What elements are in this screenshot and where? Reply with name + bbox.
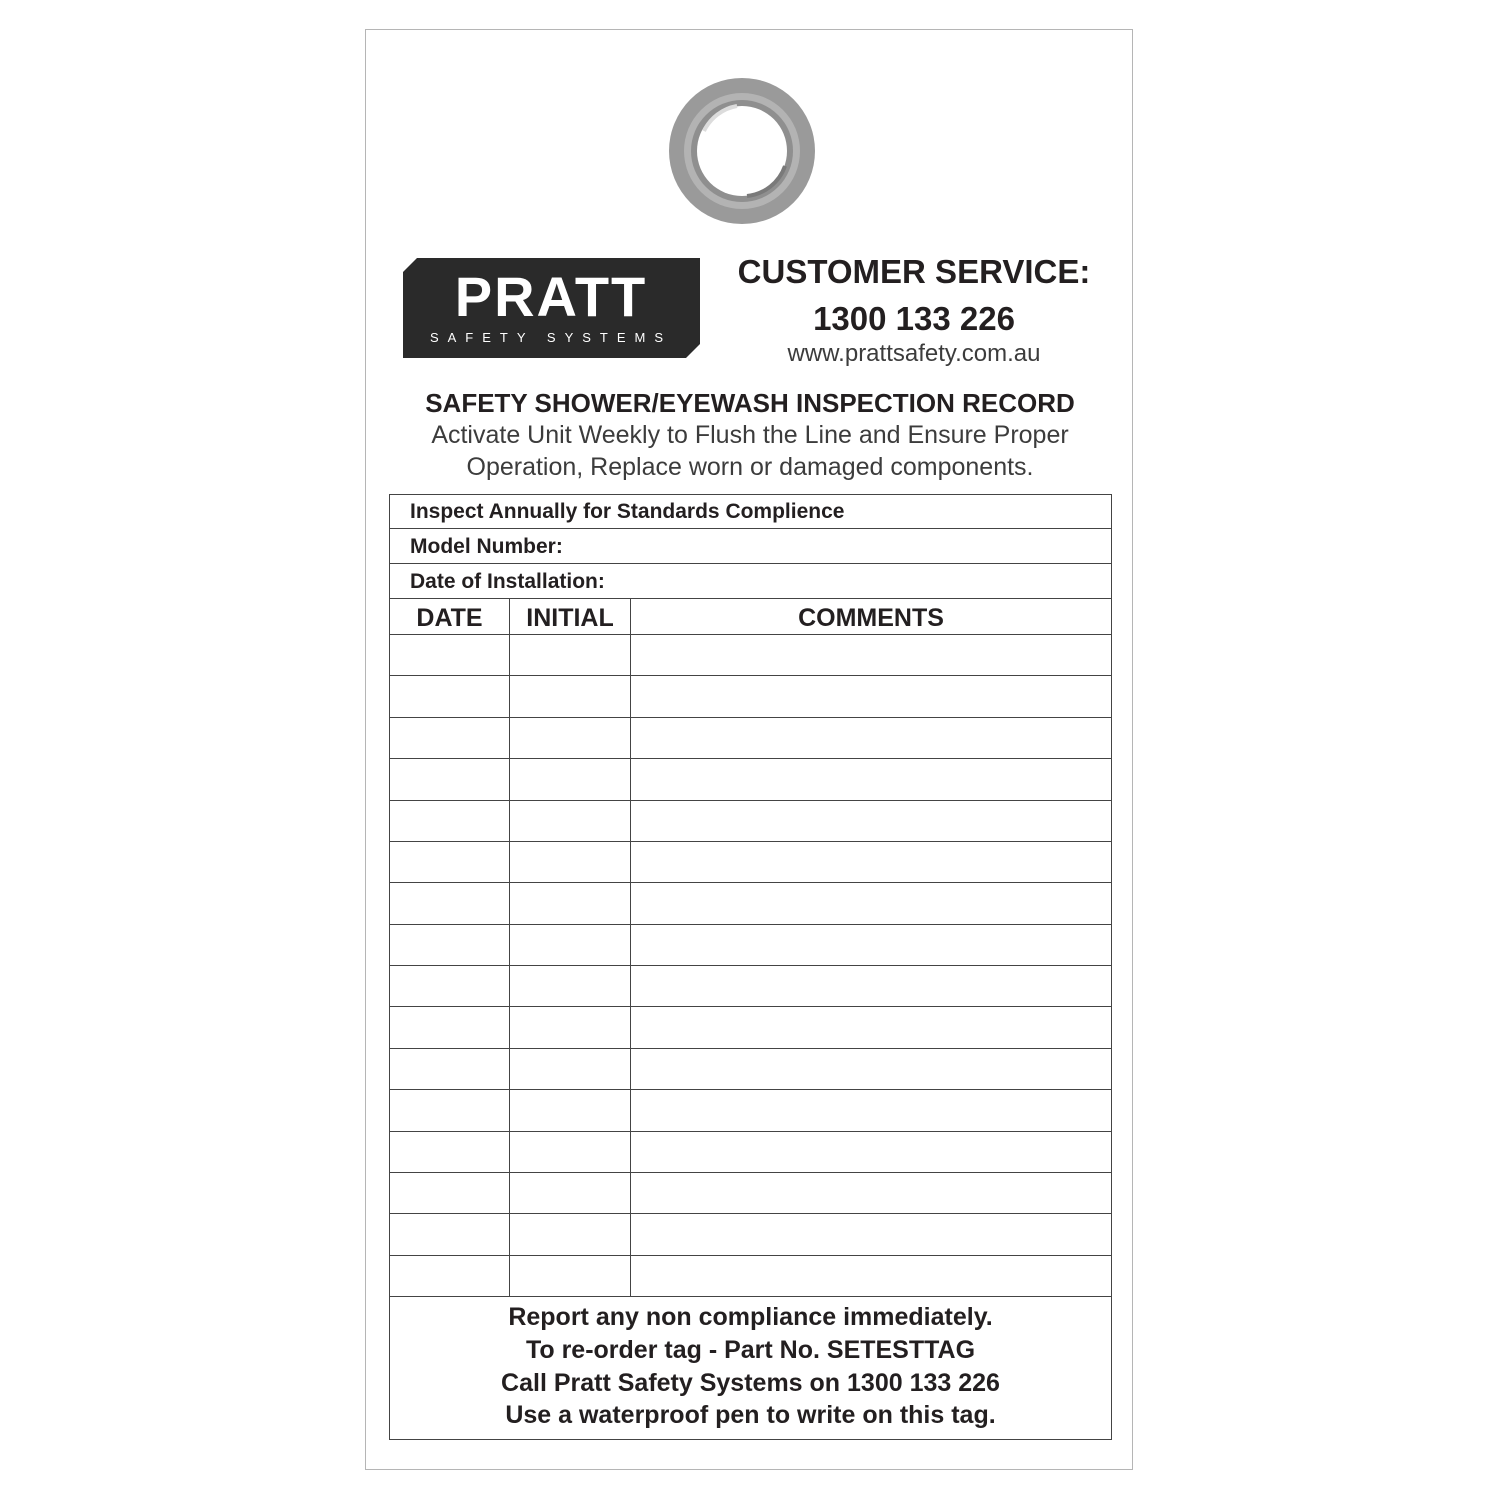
record-row-line (390, 1255, 1111, 1256)
info-row-installation-date[interactable]: Date of Installation: (390, 565, 1111, 599)
instructions-line-2: Operation, Replace worn or damaged components. (466, 453, 1034, 481)
customer-service-phone: 1300 133 226 (813, 300, 1015, 337)
logo-brand: PRATT (454, 265, 648, 328)
record-row-line (390, 924, 1111, 925)
record-row-line (390, 758, 1111, 759)
customer-service-title: CUSTOMER SERVICE: (737, 253, 1091, 290)
info-row-model-number[interactable]: Model Number: (390, 530, 1111, 564)
record-row-line (390, 800, 1111, 801)
record-row-line (390, 675, 1111, 676)
pratt-logo (403, 258, 700, 358)
inspection-form (389, 494, 1112, 1440)
record-row-line (390, 1131, 1111, 1132)
column-header-comments: COMMENTS (798, 604, 944, 632)
footer-line-3: Call Pratt Safety Systems on 1300 133 226 (501, 1369, 1000, 1397)
record-row-line (390, 1048, 1111, 1049)
record-row-line (390, 1172, 1111, 1173)
column-header-date: DATE (416, 604, 483, 632)
record-row-line (390, 1213, 1111, 1214)
record-row-line (390, 1296, 1111, 1297)
eyelet-icon (667, 76, 817, 226)
footer-line-2: To re-order tag - Part No. SETESTTAG (525, 1336, 976, 1364)
instructions-line-1: Activate Unit Weekly to Flush the Line and Ensure Proper (431, 421, 1069, 449)
record-row-line (390, 882, 1111, 883)
record-title: SAFETY SHOWER/EYEWASH INSPECTION RECORD (425, 388, 1075, 418)
record-row-line (390, 1006, 1111, 1007)
column-header-initial: INITIAL (526, 604, 614, 632)
record-row-line (390, 965, 1111, 966)
logo-subtitle: SAFETY SYSTEMS (429, 330, 673, 345)
record-row-line (390, 841, 1111, 842)
customer-service-website: www.prattsafety.com.au (787, 340, 1041, 367)
footer-line-1: Report any non compliance immediately. (508, 1303, 993, 1331)
header-underline (390, 634, 1111, 635)
info-row-annual: Inspect Annually for Standards Complience (390, 495, 1111, 529)
column-divider (630, 599, 631, 1296)
column-divider (509, 599, 510, 1296)
record-row-line (390, 717, 1111, 718)
footer-line-4: Use a waterproof pen to write on this tag. (505, 1401, 996, 1429)
record-row-line (390, 1089, 1111, 1090)
